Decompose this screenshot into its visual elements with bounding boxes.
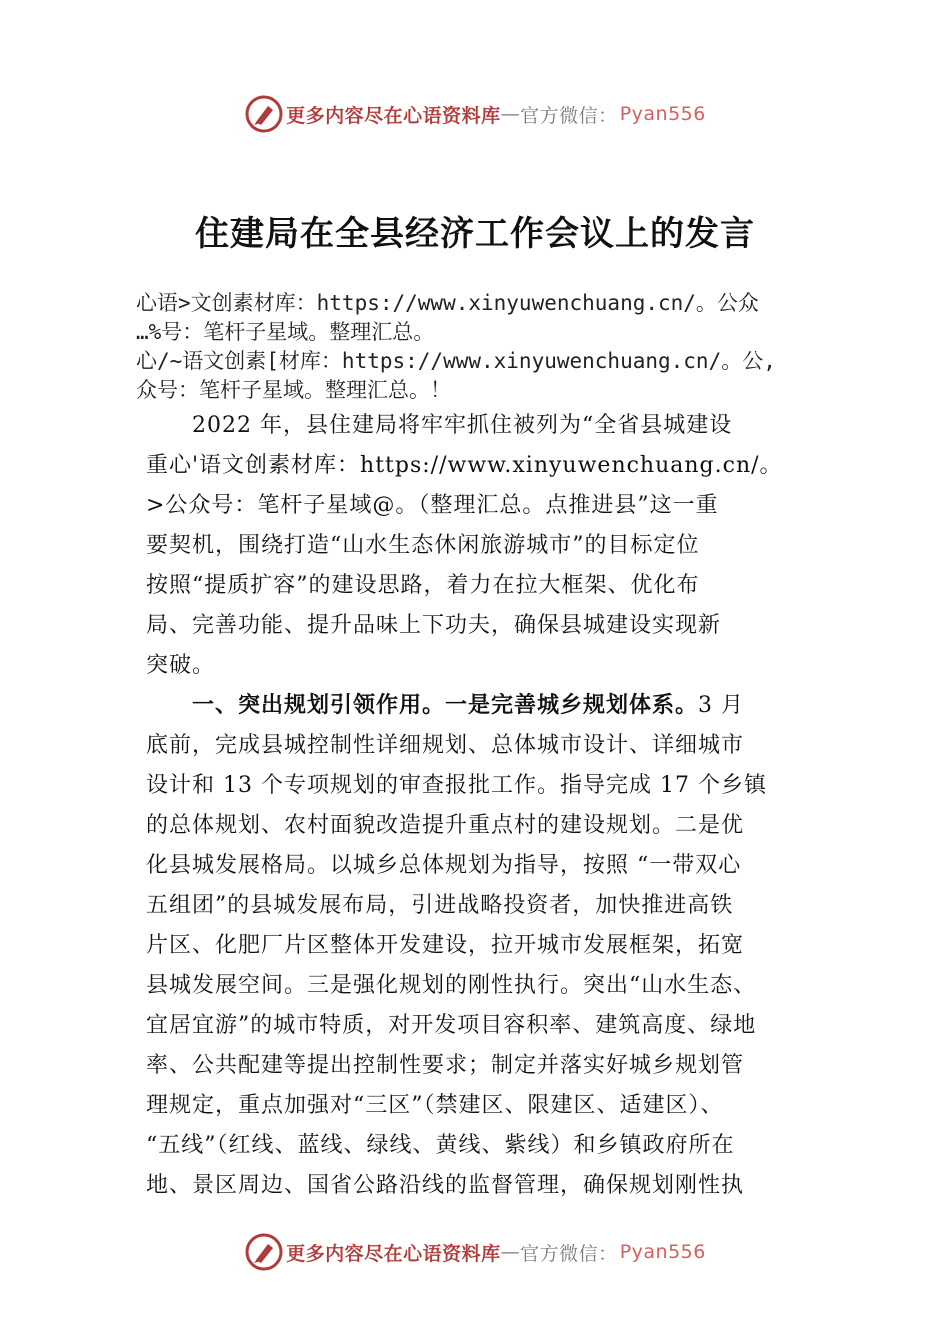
body-line: 片区、化肥厂片区整体开发建设，拉开城市发展框架，拓宽 [146,933,745,958]
body-line: “五线”（红线、蓝线、绿线、黄线、紫线）和乡镇政府所在 [146,1133,735,1158]
section-heading-line [146,686,806,726]
banner-dash: — [500,1241,521,1263]
body-line: 的总体规划、农村面貌改造提升重点村的建设规划。二是优 [146,813,745,838]
noise-line: 众号：笔杆子星域。整理汇总。！ [136,378,451,402]
body-line: 局、完善功能、提升品味上下功夫，确保县城建设实现新 [146,613,722,638]
banner-dash: — [500,103,521,125]
noise-line: 心/~语文创素[材库：https://www.xinyuwenchuang.cn/。公, [136,349,776,373]
footer-banner [0,1230,950,1274]
body-line: 理规定，重点加强对“三区”（禁建区、限建区、适建区）、 [146,1093,724,1118]
body-line: 宜居宜游”的城市特质，对开发项目容积率、建筑高度、绿地 [146,1013,757,1038]
noise-line: 心语>文创素材库：https://www.xinyuwenchuang.cn/。公众 [136,291,759,315]
body-line: 按照“提质扩容”的建设思路，着力在拉大框架、优化布 [146,573,700,598]
body-line: 设计和 13 个专项规划的审查报批工作。指导完成 17 个乡镇 [146,773,767,798]
body-line: 率、公共配建等提出控制性要求；制定并落实好城乡规划管 [146,1053,745,1078]
body-line: 要契机，围绕打造“山水生态休闲旅游城市”的目标定位 [146,533,700,558]
body-line: >公众号：笔杆子星域@。（整理汇总。点推进县”这一重 [146,493,719,518]
body-line: 地、景区周边、国省公路沿线的监督管理，确保规划刚性执 [146,1173,745,1198]
body-line: 2022 年，县住建局将牢牢抓住被列为“全省县城建设 [146,413,733,438]
body-line: 五组团”的县城发展布局，引进战略投资者，加快推进高铁 [146,893,734,918]
body-line: 突破。 [146,653,216,678]
banner-grey-text: 官方微信： [520,104,618,127]
body-line: 县城发展空间。三是强化规划的刚性执行。突出“山水生态、 [146,973,757,998]
banner-wechat-id: Pyan556 [619,103,706,125]
document-title: 住建局在全县经济工作会议上的发言 [195,214,755,254]
pen-nib-logo-icon [244,1232,284,1272]
header-banner [0,92,950,136]
banner-red-text: 更多内容尽在心语资料库 [286,1242,501,1265]
section-heading: 一、突出规划引领作用。一是完善城乡规划体系。 [146,693,699,718]
banner-red-text: 更多内容尽在心语资料库 [286,104,501,127]
banner-grey-text: 官方微信： [520,1242,618,1265]
body-line: 化县城发展格局。以城乡总体规划为指导，按照 “一带双心 [146,853,742,878]
pen-nib-logo-icon [244,94,284,134]
section-heading-tail: 3 月 [698,693,745,718]
noise-line: …%号：笔杆子星域。整理汇总。 [136,320,435,344]
body-line: 底前，完成县城控制性详细规划、总体城市设计、详细城市 [146,733,745,758]
body-line: 重心'语文创素材库：https://www.xinyuwenchuang.cn/。 [146,453,783,478]
banner-wechat-id: Pyan556 [619,1241,706,1263]
